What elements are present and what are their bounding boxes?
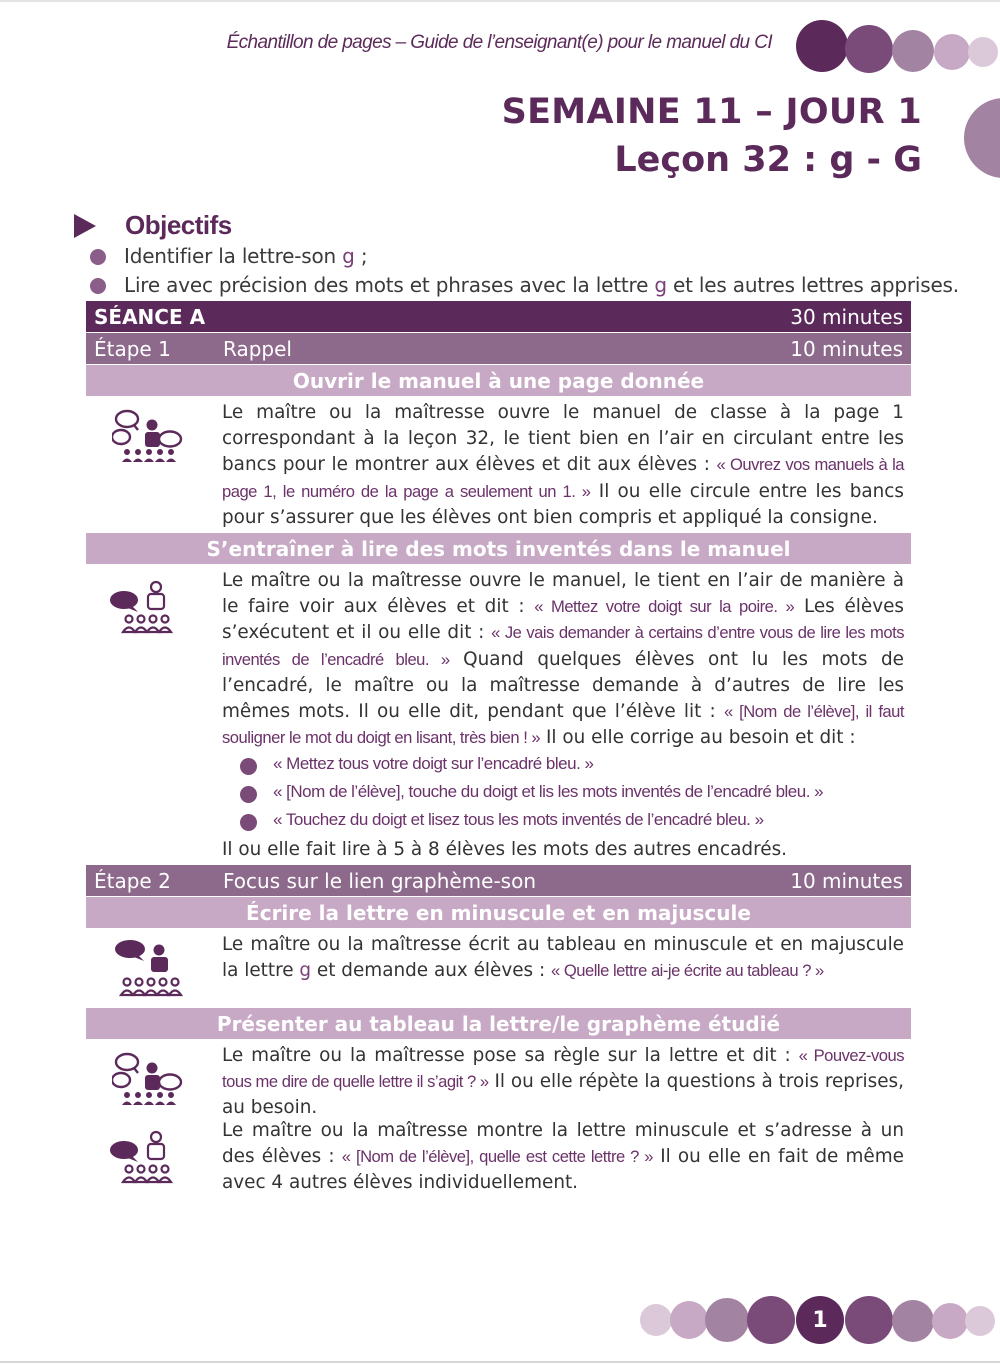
footer-dot [845, 1296, 893, 1344]
footer-dot [640, 1304, 672, 1336]
teacher-group-discussion-icon [112, 1050, 186, 1110]
activity-paragraph: Le maître ou la maîtresse ouvre le manuel, le tient en l’air de manière à le faire voir aux élèves et dit : « Mettez votre doigt sur la poire. » Les élèves s’exécutent et il ou elle dit : « Je vais demander à certains d’entre vous de lire les mots inventés de l’encadré bleu. » Quand quelques élèves ont lu les mots de l’encadré, le maître ou la maîtresse demande à d’autres de lire les mêmes mots. Il ou elle dit, pendant que l’élève lit : « [Nom de l’élève], il faut souligner le mot du doigt en lisant, très bien ! » Il ou elle corrige au besoin et dit : [222, 570, 905, 749]
list-item: « Mettez tous votre doigt sur l’encadré bleu. » [240, 753, 900, 779]
list-item: « [Nom de l’élève], touche du doigt et lis les mots inventés de l’encadré bleu. » [240, 781, 900, 807]
page-number: 1 [796, 1296, 844, 1344]
bullet-icon [240, 786, 257, 803]
footer-dot [965, 1306, 995, 1336]
teacher-group-discussion-icon [112, 407, 186, 467]
seance-label: SÉANCE A [94, 304, 206, 329]
activity-paragraph: Le maître ou la maîtresse ouvre le manuel de classe à la page 1 correspondant à la leçon 32, le tient bien en l’air en circulant entre les bancs pour le montrer aux élèves et dit aux élèves : « Ouvrez vos manuels à la page 1, le numéro de la page a seulement un 1. » Il ou elle circule entre les bancs pour s’assurer que les élèves ont bien compris et appliqué la consigne. [222, 402, 905, 528]
objective-item: Identifier la lettre-son g ; [124, 244, 368, 268]
running-title: Échantillon de pages – Guide de l’enseignant(e) pour le manuel du CI [226, 32, 772, 53]
activity-title: Présenter au tableau la lettre/le graphème étudié [86, 1008, 911, 1039]
bullet-icon [90, 278, 106, 294]
activity-paragraph: Le maître ou la maîtresse pose sa règle sur la lettre et dit : « Pouvez-vous tous me dire de quelle lettre il s’agit ? » Il ou elle répète la questions à trois reprises, au besoin. [222, 1045, 905, 1119]
objective-item: Lire avec précision des mots et phrases avec la lettre g et les autres lettres apprises. [124, 273, 959, 297]
footer-dot [670, 1301, 708, 1339]
objectives-heading: Objectifs [125, 210, 232, 240]
header-dot [934, 34, 970, 70]
teacher-speaking-class-icon [108, 1128, 182, 1188]
seance-header [86, 301, 911, 332]
teacher-asking-class-icon [113, 938, 187, 998]
top-border [0, 0, 1000, 2]
bullet-icon [240, 814, 257, 831]
footer-dot [932, 1303, 968, 1339]
header-dot [845, 25, 893, 73]
activity-paragraph: Le maître ou la maîtresse montre la lettre minuscule et s’adresse à un des élèves : « [Nom de l’élève], quelle est cette lettre ? » Il ou elle en fait de même avec 4 autres élèves individuellement. [222, 1120, 904, 1194]
etape1-name: Rappel [223, 336, 292, 361]
etape2-name: Focus sur le lien graphème-son [223, 868, 537, 893]
bullet-icon [240, 758, 257, 775]
etape1-header [86, 333, 911, 364]
list-item: « Touchez du doigt et lisez tous les mots inventés de l’encadré bleu. » [240, 809, 900, 835]
activity-closing: Il ou elle fait lire à 5 à 8 élèves les mots des autres encadrés. [222, 839, 787, 860]
header-dot [796, 20, 848, 72]
seance-duration: 30 minutes [790, 304, 903, 329]
side-tab-circle [964, 98, 1000, 178]
etape2-label: Étape 2 [94, 868, 171, 893]
header-dot [892, 30, 934, 72]
etape1-label: Étape 1 [94, 336, 171, 361]
activity-title: S’entraîner à lire des mots inventés dans le manuel [86, 533, 911, 564]
footer-dot [747, 1296, 795, 1344]
footer-dot [892, 1300, 934, 1342]
etape2-header [86, 865, 911, 896]
etape1-duration: 10 minutes [790, 336, 903, 361]
lesson-title: Leçon 32 : g - G [614, 140, 922, 180]
week-day-title: SEMAINE 11 – JOUR 1 [501, 92, 922, 132]
bottom-border [0, 1361, 1000, 1363]
etape2-duration: 10 minutes [790, 868, 903, 893]
objectives-arrow-icon [74, 214, 96, 238]
bullet-icon [90, 249, 106, 265]
activity-title: Écrire la lettre en minuscule et en majuscule [86, 897, 911, 928]
footer-dot [705, 1298, 749, 1342]
header-dot [968, 37, 998, 67]
activity-paragraph: Le maître ou la maîtresse écrit au tableau en minuscule et en majuscule la lettre g et demande aux élèves : « Quelle lettre ai-je écrite au tableau ? » [222, 934, 904, 982]
activity-title: Ouvrir le manuel à une page donnée [86, 365, 911, 396]
teacher-speaking-class-icon [108, 578, 182, 638]
